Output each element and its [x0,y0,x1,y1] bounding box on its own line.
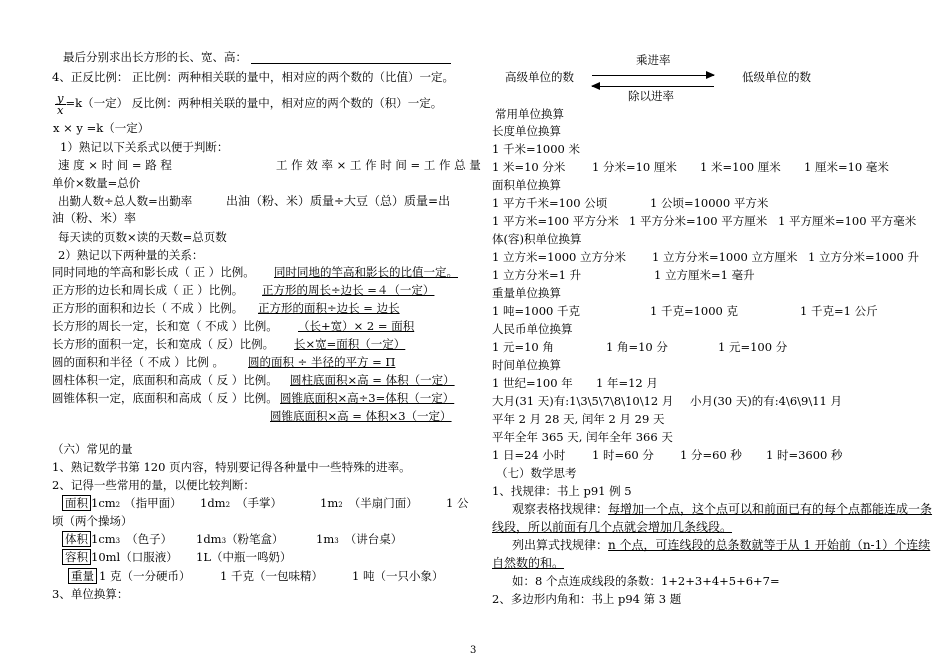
conversion-item: 1 立方厘米=1 毫升 [654,268,755,282]
conversion-row: 平年全年 365 天, 闰年全年 366 天 [492,430,673,444]
relation-answer: 同时同地的竿高和影长的比值一定。 [274,265,458,279]
relation-heading: 1）熟记以下关系式以便于判断： [60,140,229,154]
conversion-item: 1 米=100 厘米 [700,160,781,174]
relation-answer: 圆锥底面积×高 = 体积×3（一定） [270,409,452,423]
volume-unit-heading: 体(容)积单位换算 [492,232,582,246]
weight-unit-heading: 重量单位换算 [492,286,561,300]
section-six-item-1: 1、熟记数学书第 120 页内容，特别要记得各种量中一些特殊的进率。 [52,460,411,474]
capacity-example: 1L（中瓶一鸣奶） [196,550,292,564]
weight-example: 1 千克（一包味精） [220,569,323,583]
relation-answer: 圆的面积 ÷ 半径的平方 = Π [248,355,396,369]
weight-label: 重量 [68,568,97,584]
relation-answer: 圆柱底面积×高 = 体积（一定） [290,373,455,387]
conversion-item: 大月(31 天)有:1\3\5\7\8\10\12 月 [492,394,674,408]
conversion-item: 1 平方千米=100 公顷 [492,196,608,210]
time-unit-heading: 时间单位换算 [492,358,561,372]
volume-label: 体积 [62,531,91,547]
pattern-observe-cont: 线段，所以前面有几个点就会增加几条线段。 [492,520,733,534]
capacity-examples: 容积 10ml（口服液） [62,550,178,564]
relation-row: 长方形的周长一定，长和宽（ 不成 ）比例。 [52,319,278,333]
conversion-row: 1 千米=1000 米 [492,142,581,156]
section-six-item-2: 2、记得一些常用的量，以便比较判断： [52,478,255,492]
relation-answer: 正方形的周长÷边长 =４（一定） [262,283,435,297]
conversion-item: 1 分=60 秒 [680,448,742,462]
pattern-formula: 列出算式找规律：n 个点，可连线段的总条数就等于从 1 开始前（n-1）个连续 [512,538,931,552]
weight-examples: 重量 1 克（一分硬币） [68,569,190,583]
conversion-item: 1 分米=10 厘米 [592,160,677,174]
conversion-item: 1 时=60 分 [592,448,654,462]
arrow-top-label: 乘进率 [636,53,671,67]
volume-example: 1dm3（粉笔盒） [196,532,284,546]
arrow-right-label: 低级单位的数 [742,70,811,84]
relation-answer: 长×宽=面积（一定） [294,337,406,351]
conversion-item: 1 厘米=10 毫米 [804,160,889,174]
conversion-item: 1 千克=1 公斤 [800,304,878,318]
relation-row: 圆的面积和半径（ 不成 ）比例 。 [52,355,224,369]
relation-answer: 圆锥底面积×高÷3=体积（一定） [280,391,455,405]
product-formula: x × y =k（一定） [53,121,150,135]
oil-rate-formula-cont: 油（粉、米）率 [52,211,137,225]
arrow-left-label: 高级单位的数 [505,70,574,84]
relation-row: 正方形的边长和周长成（ 正 ）比例。 [52,283,244,297]
conversion-item: 1 立方米=1000 立方分米 [492,250,627,264]
pattern-example: 如：8 个点连成线段的条数：1+2+3+4+5+6+7= [512,574,780,588]
arrow-left-icon [592,86,714,87]
volume-examples: 体积 1cm3 （色子） [62,532,172,548]
relation-row: 圆锥体积一定，底面积和高成（ 反 ）比例。 [52,391,278,405]
relation-row: 同时同地的竿高和影长成（ 正 ）比例。 [52,265,255,279]
section-six-heading: （六）常见的量 [52,442,133,456]
conversion-item: 1 吨=1000 千克 [492,304,581,318]
conversion-item: 1 立方分米=1 升 [492,268,582,282]
section-seven-heading: （七）数学思考 [496,466,577,480]
relation-row: 圆柱体积一定，底面积和高成（ 反 ）比例。 [52,373,278,387]
conversion-item: 1 日=24 小时 [492,448,566,462]
arrow-bottom-label: 除以进率 [628,89,674,103]
instruction-text: 最后分别求出长方形的长、宽、高： [63,50,451,64]
conversion-item: 1 千克=1000 克 [650,304,739,318]
area-example: 1 公 [446,496,469,510]
relation-answer: 正方形的面积÷边长 = 边长 [258,301,400,315]
conversion-item: 1 元=10 角 [492,340,554,354]
attendance-formula: 出勤人数÷总人数=出勤率 [58,194,193,208]
conversion-item: 1 立方分米=1000 升 [808,250,920,264]
conversion-row: 平年 2 月 28 天, 闰年 2 月 29 天 [492,412,665,426]
section-six-item-3: 3、单位换算： [52,587,129,601]
speed-formula: 速 度 × 时 间 = 路 程 [58,158,172,172]
section-seven-item-2: 2、多边形内角和：书上 p94 第 3 题 [492,592,682,606]
relation-row: 长方形的面积一定，长和宽成（ 反）比例。 [52,337,275,351]
weight-example: 1 吨（一只小象） [352,569,444,583]
conversion-item: 1 世纪=100 年 [492,376,573,390]
conversion-item: 1 时=3600 秒 [766,448,843,462]
area-example: 顷（两个操场） [52,514,133,528]
conversion-item: 1 米=10 分米 [492,160,566,174]
relation-row: 正方形的面积和边长（ 不成 ）比例。 [52,301,244,315]
page-number: 3 [470,645,477,656]
conversion-item: 1 角=10 分 [606,340,668,354]
inverse-proportion-line: $\frac{y}{x}$ =k（一定） 反比例：两种相关联的量中，相对应的两个数的（积）一定。 [57,90,443,117]
price-formula: 单价×数量=总价 [52,176,141,190]
oil-rate-formula: 出油（粉、米）质量÷大豆（总）质量=出 [226,194,451,208]
volume-example: 1m3 （讲台桌） [316,532,403,546]
arrow-right-icon [592,75,714,76]
conversion-item: 1 平方厘米=100 平方毫米 [778,214,917,228]
relation-answer: （长+宽）× 2 = 面积 [298,319,415,333]
conversion-heading: 常用单位换算 [495,107,564,121]
quantity-relation-heading: 2）熟记以下两种量的关系： [58,248,204,262]
work-formula: 工 作 效 率 × 工 作 时 间 = 工 作 总 量 [276,158,481,172]
conversion-item: 1 公顷=10000 平方米 [650,196,769,210]
money-unit-heading: 人民币单位换算 [492,322,573,336]
conversion-item: 小月(30 天)的有:4\6\9\11 月 [690,394,842,408]
length-heading: 长度单位换算 [492,124,561,138]
pages-formula: 每天读的页数×读的天数=总页数 [58,230,227,244]
conversion-item: 1 平方分米=100 平方厘米 [629,214,768,228]
area-examples: 面积 1cm2 （指甲面） [62,496,182,512]
area-example: 1m2 （半扇门面） [320,496,418,510]
pattern-observe: 观察表格找规律：每增加一个点，这个点可以和前面已有的每个点都能连成一条 [512,502,933,516]
proportion-heading: 4、正反比例： 正比例：两种相关联的量中，相对应的两个数的（比值）一定。 [52,70,454,84]
area-label: 面积 [62,495,91,511]
conversion-item: 1 元=100 分 [718,340,788,354]
area-example: 1dm2 （手掌） [200,496,283,510]
capacity-label: 容积 [62,549,91,565]
pattern-formula-cont: 自然数的和。 [492,556,565,570]
section-seven-item-1: 1、找规律：书上 p91 例 5 [492,484,632,498]
area-unit-heading: 面积单位换算 [492,178,561,192]
conversion-item: 1 年=12 月 [596,376,658,390]
conversion-item: 1 立方分米=1000 立方厘米 [652,250,798,264]
fraction-y-over-x: $\frac{y}{x}$ [57,90,64,117]
conversion-item: 1 平方米=100 平方分米 [492,214,619,228]
